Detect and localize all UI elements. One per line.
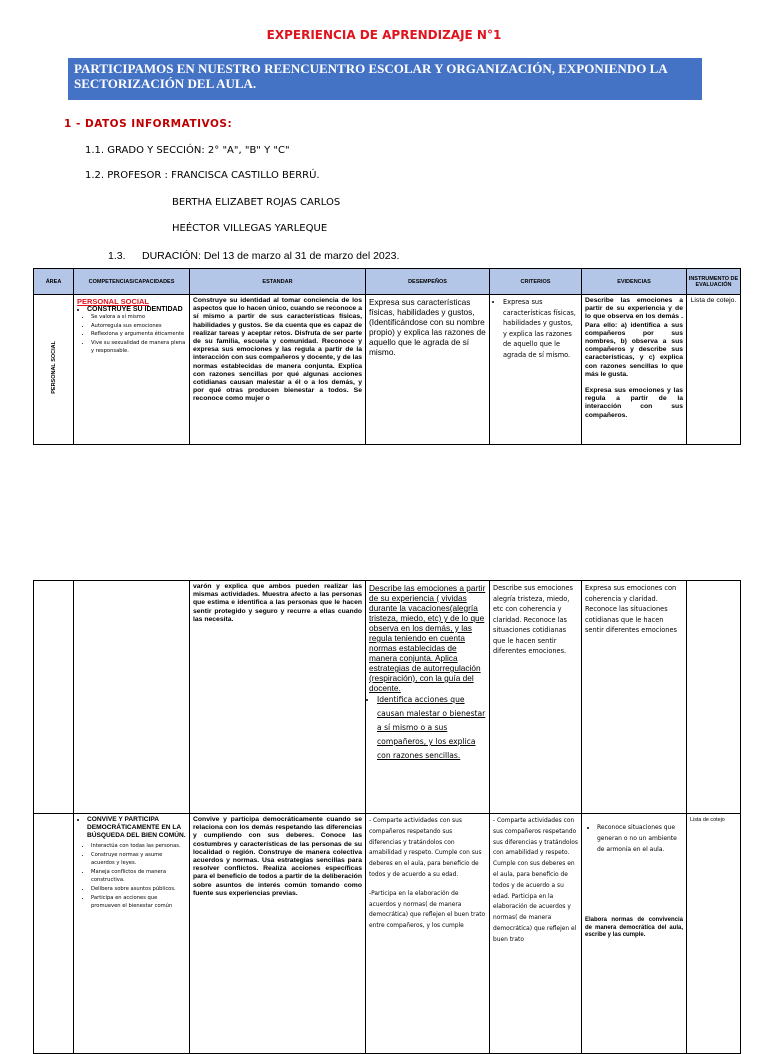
estandar-cell-cont: varón y explica que ambos pueden realizar las mismas actividades. Muestra afecto a las personas que estima e identifica a las personas que le hacen sentir protegido y seguro y recurre a ellas cuando las necesita. bbox=[190, 581, 366, 814]
instrumento-cell-empty bbox=[687, 581, 741, 814]
header-evidencias: EVIDENCIAS bbox=[582, 269, 687, 295]
competency-cell-2 bbox=[74, 814, 190, 1054]
area-cell-empty bbox=[34, 581, 74, 814]
capacity-item: • Autorregula sus emociones bbox=[91, 322, 186, 331]
competency-main: • CONSTRUYE SU IDENTIDAD bbox=[87, 306, 186, 313]
evidencia-text-4: Elabora normas de convivencia de manera democrática del aula, escribe y las cumple. bbox=[585, 917, 683, 939]
desempeno-cell-3 bbox=[366, 814, 490, 1054]
desempeno-text-2: • Identifica acciones que causan malestar o bienestar a sí mismo o a sus compañeros, y los explica con razones sencillas. bbox=[377, 693, 486, 763]
area-cell-empty bbox=[34, 814, 74, 1054]
capacity-item: • Delibera sobre asuntos públicos. bbox=[91, 885, 186, 894]
header-estandar: ESTANDAR bbox=[190, 269, 366, 295]
capacity-item: • Reflexiona y argumenta éticamente bbox=[91, 330, 186, 339]
desempeno-cell: Expresa sus características físicas, habilidades y gustos, (Identificándose con su nombre propio) y explica las razones de aquello que le agrada de sí mismo. bbox=[366, 295, 490, 445]
info-profesor-3: HEÉCTOR VILLEGAS YARLEQUE bbox=[172, 223, 328, 234]
instrumento-cell: Lista de cotejo. bbox=[687, 295, 741, 445]
capacity-item: • Maneja conflictos de manera constructiva. bbox=[91, 868, 186, 885]
evidencia-cell bbox=[582, 295, 687, 445]
evidencia-cell-2: Expresa sus emociones con coherencia y claridad. Reconoce las situaciones cotidianas que le hacen sentir diferentes emociones bbox=[582, 581, 687, 814]
capacity-item: • Vive su sexualidad de manera plena y responsable. bbox=[91, 339, 186, 356]
info-duracion-num: 1.3. bbox=[108, 250, 126, 262]
criterio-text: • Expresa sus características físicas, habilidades y gustos, y explica las razones de aquello que le agrada de sí mismo. bbox=[503, 297, 578, 360]
area-label: PERSONAL SOCIAL bbox=[50, 340, 57, 394]
capacity-item: • Participa en acciones que promueven el bienestar común bbox=[91, 894, 186, 911]
header-criterios: CRITERIOS bbox=[490, 269, 582, 295]
info-profesor: 1.2. PROFESOR : FRANCISCA CASTILLO BERRÚ. bbox=[85, 170, 320, 181]
experience-banner: PARTICIPAMOS EN NUESTRO REENCUENTRO ESCOLAR Y ORGANIZACIÓN, EXPONIENDO LA SECTORIZACIÓN DEL AULA. bbox=[68, 58, 702, 100]
section-heading: 1 - DATOS INFORMATIVOS: bbox=[64, 118, 233, 130]
desempeno-cell-2 bbox=[366, 581, 490, 814]
header-desempenos: DESEMPEÑOS bbox=[366, 269, 490, 295]
instrumento-cell-2: Lista de cotejo bbox=[687, 814, 741, 1054]
criterio-cell-3: - Comparte actividades con sus compañeros respetando sus diferencias y tratándolos con amabilidad y respeto. Cumple con sus deberes en el aula, para beneficio de todos y de acuerdo a su edad. Participa en la elaboración de acuerdos y normas( de manera democrática) que reflejen el buen trato bbox=[490, 814, 582, 1054]
header-instrumento: INSTRUMENTO DE EVALUACIÓN bbox=[687, 269, 741, 295]
estandar-cell-2: Convive y participa democráticamente cuando se relaciona con los demás respetando las diferencias y cumpliendo con sus deberes. Conoce las costumbres y características de las personas de su localidad o región. Construye de manera colectiva acuerdos y normas. Usa estrategias sencillas para resolver conflictos. Realiza acciones específicas para el beneficio de todos a partir de la deliberación sobre asuntos de interés común tomando como fuente sus experiencias previas. bbox=[190, 814, 366, 1054]
header-area: ÁREA bbox=[34, 269, 74, 295]
header-competencias: COMPETENCIAS/CAPACIDADES bbox=[74, 269, 190, 295]
capacity-item: • Interactúa con todas las personas. bbox=[91, 842, 186, 851]
competency-cell bbox=[74, 295, 190, 445]
info-profesor-2: BERTHA ELIZABET ROJAS CARLOS bbox=[172, 197, 341, 208]
evidencia-cell-3 bbox=[582, 814, 687, 1054]
desempeno-text: Describe las emociones a partir de su experiencia ( vividas durante la vacaciones(alegría tristeza, miedo, etc) y de lo que observa en los demás, y las regula teniendo en cuenta normas establecidas de manera conjunta. Aplica estrategias de autorregulación (respiración), con la guía del docente. bbox=[369, 583, 486, 693]
evidencia-text-3: • Reconoce situaciones que generan o no un ambiente de armonía en el aula. bbox=[597, 822, 683, 855]
capacity-item: • Se valora a sí mismo bbox=[91, 313, 186, 322]
page-title: EXPERIENCIA DE APRENDIZAJE N°1 bbox=[266, 28, 502, 42]
info-grado: 1.1. GRADO Y SECCIÓN: 2° "A", "B" Y "C" bbox=[85, 145, 290, 156]
desempeno-text-3: - Comparte actividades con sus compañeros respetando sus diferencias y tratándolos con amabilidad y respeto. Cumple con sus deberes en el aula, para beneficio de todos y de acuerdo a su edad. bbox=[369, 818, 482, 878]
evidencia-text: Describe las emociones a partir de su experiencia y de lo que observa en los demás . Para ello: a) identifica a sus compañeros por sus nombres, b) observa a sus compañeros y describe sus características, y c) explica con razones sencillas lo que más le gusta. bbox=[585, 297, 683, 378]
competency-main-2: • CONVIVE Y PARTICIPA DEMOCRÁTICAMENTE EN LA BÚSQUEDA DEL BIEN COMÚN. bbox=[87, 816, 186, 840]
area-title: PERSONAL SOCIAL bbox=[77, 297, 149, 306]
competency-cell-empty bbox=[74, 581, 190, 814]
capacity-item: • Construye normas y asume acuerdos y leyes. bbox=[91, 851, 186, 868]
criterio-cell-2: Describe sus emociones alegría tristeza, miedo, etc con coherencia y claridad. Reconoce las situaciones cotidianas que le hacen sentir diferentes emociones. bbox=[490, 581, 582, 814]
desempeno-text-4: -Participa en la elaboración de acuerdos y normas( de manera democrática) que reflejen el buen trato entre compañeros, y los cumple bbox=[369, 890, 486, 930]
competency-table-2 bbox=[33, 580, 741, 1054]
area-cell bbox=[34, 295, 74, 445]
criterio-cell bbox=[490, 295, 582, 445]
info-duracion: DURACIÓN: Del 13 de marzo al 31 de marzo del 2023. bbox=[142, 250, 400, 262]
competency-table-1 bbox=[33, 268, 741, 445]
evidencia-text-2: Expresa sus emociones y las regula a partir de la interacción con sus compañeros. bbox=[585, 387, 683, 419]
estandar-cell: Construye su identidad al tomar conciencia de los aspectos que lo hacen único, cuando se reconoce a sí mismo a partir de sus características físicas, habilidades y gustos. Se da cuenta que es capaz de realizar tareas y aceptar retos. Disfruta de ser parte de su familia, escuela y comunidad. Reconoce y expresa sus emociones y las regula a partir de la interacción con sus compañeros y docente, y de las normas establecidas de manera conjunta. Explica con razones sencillas por qué algunas acciones cotidianas causan malestar a él o a los demás, y por qué otras producen bienestar a todos. Se reconoce como mujer o bbox=[190, 295, 366, 445]
